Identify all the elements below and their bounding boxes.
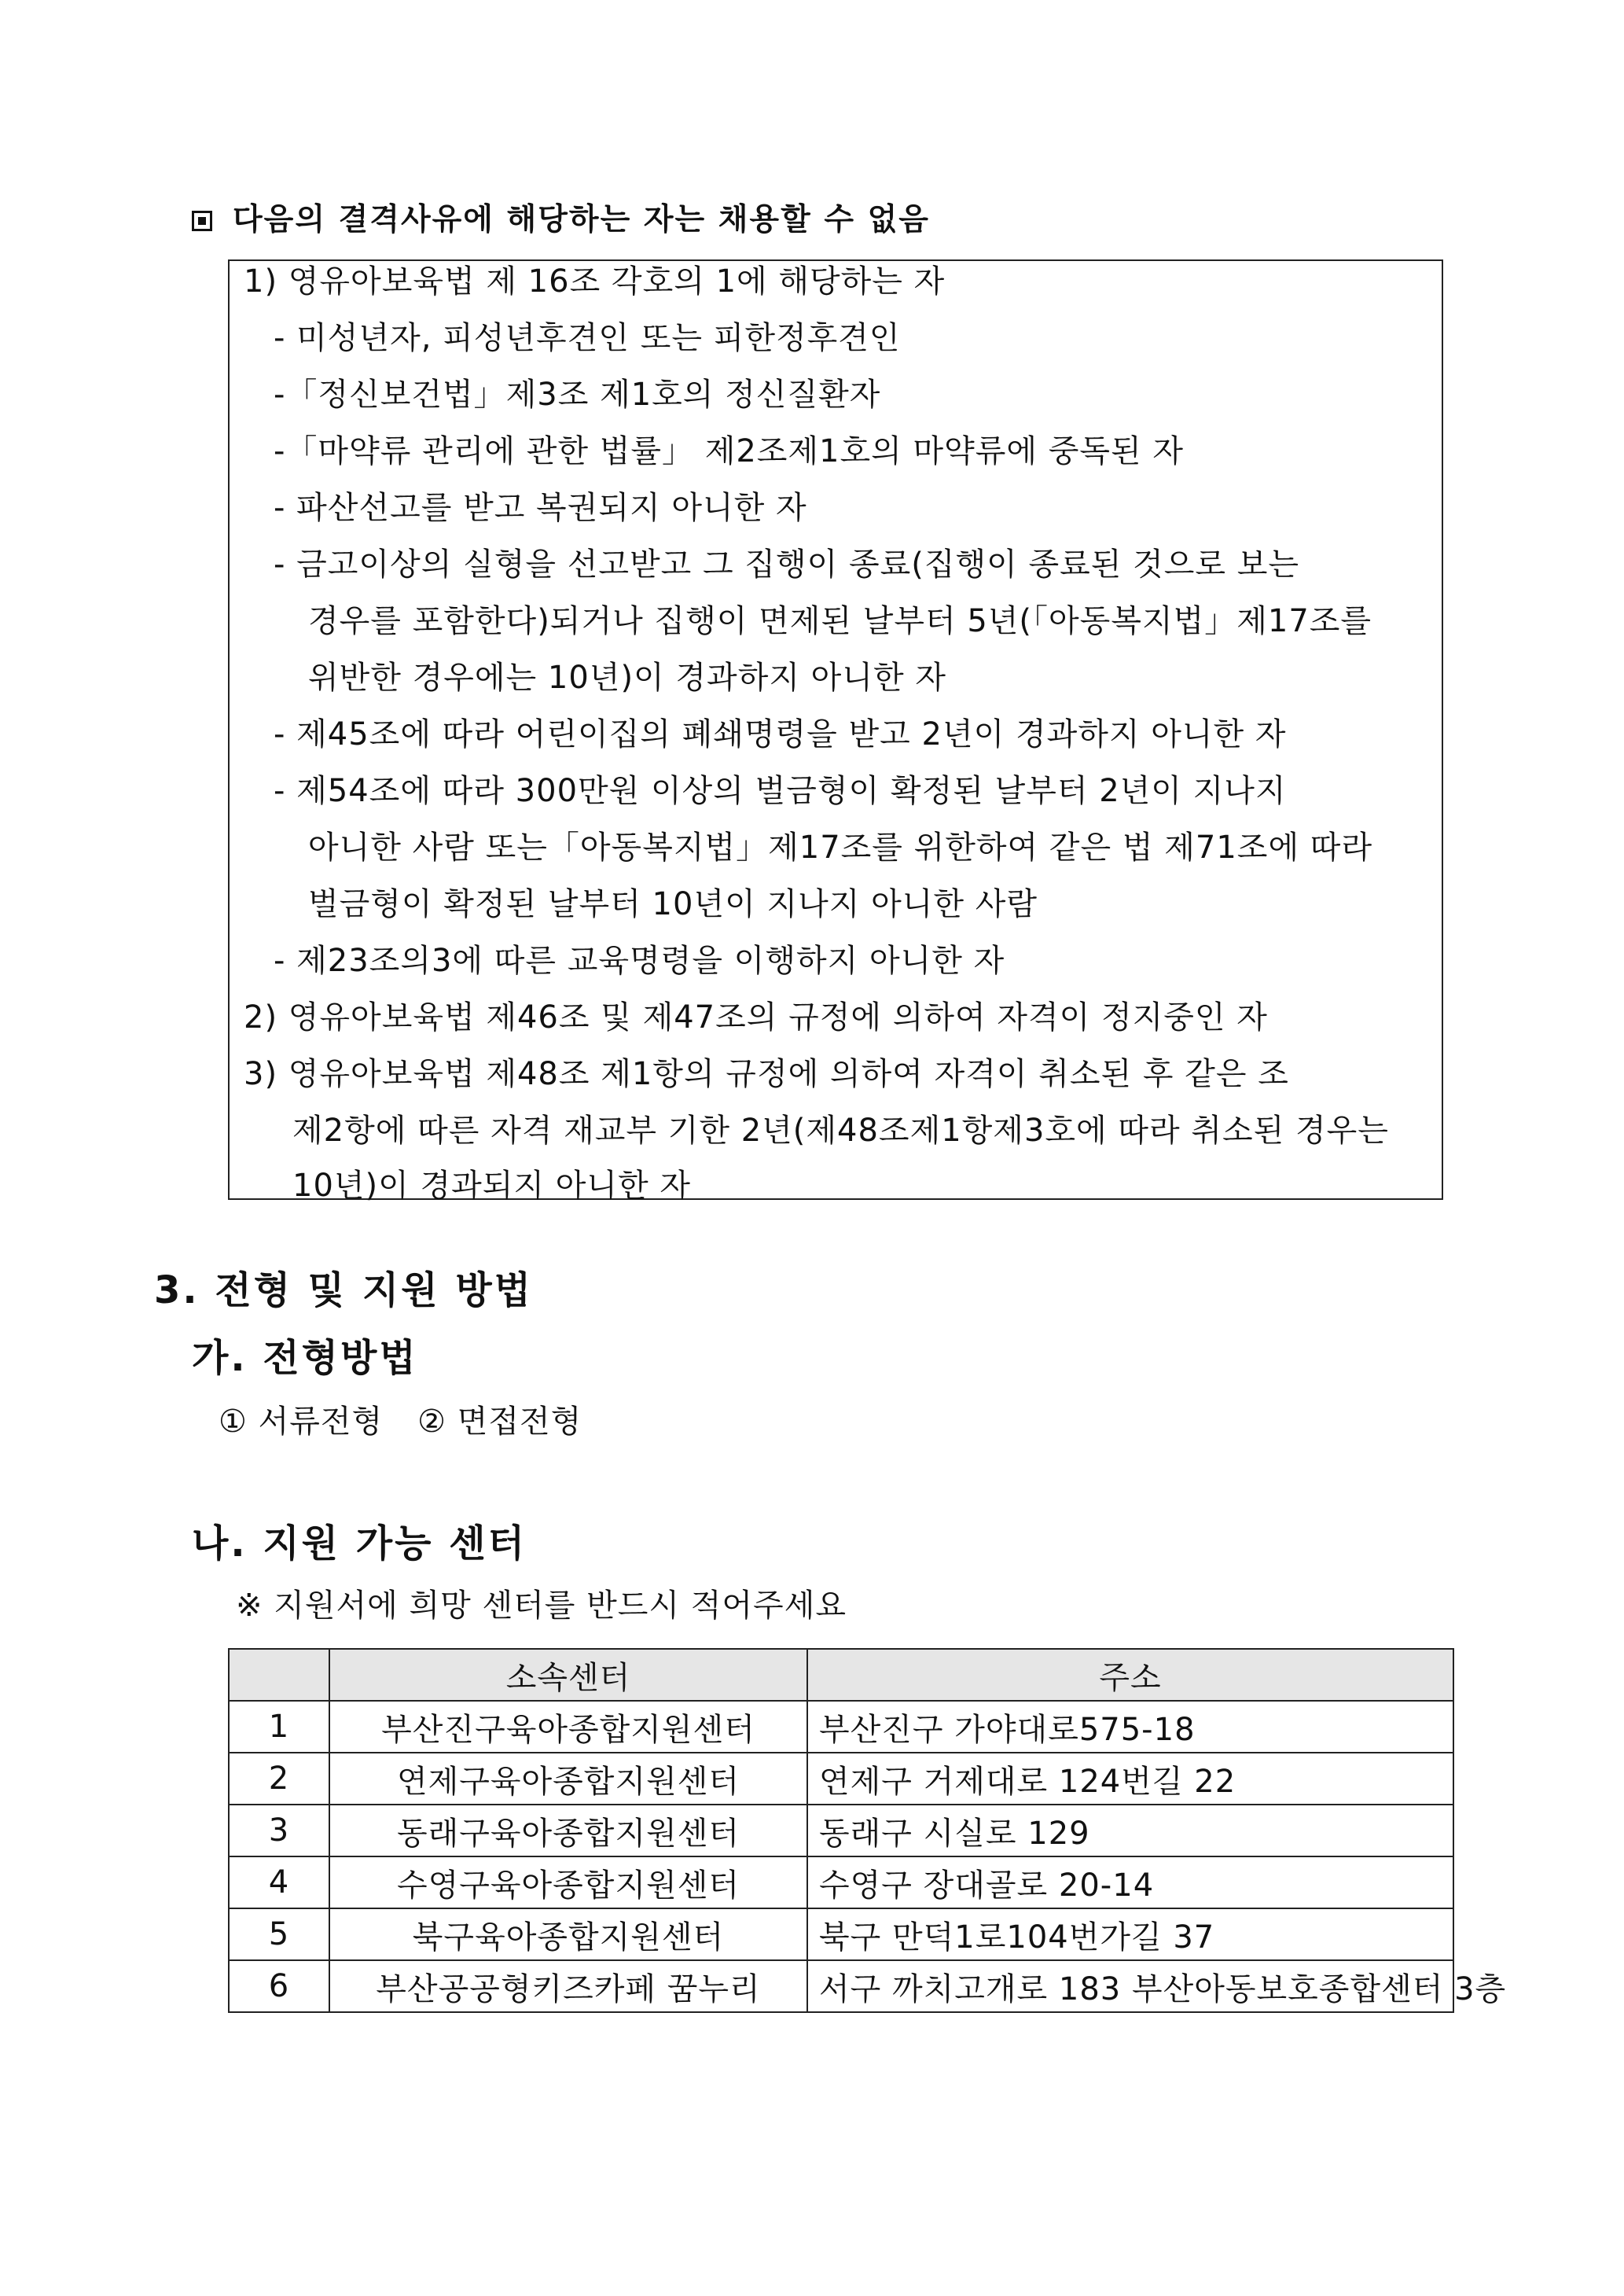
disq-line-10: - 제54조에 따라 300만원 이상의 벌금형이 확정된 날부터 2년이 지나지 [274, 773, 1287, 809]
table-header-row [229, 1649, 1453, 1701]
method-document-screening: ① 서류전형 [219, 1404, 384, 1440]
row-number: 2 [229, 1753, 329, 1805]
section-3-title: 3. 전형 및 지원 방법 [154, 1268, 534, 1312]
disq-line-11: 아니한 사람 또는「아동복지법」제17조를 위한하여 같은 법 제71조에 따라 [308, 830, 1373, 866]
header-center: 소속센터 [329, 1649, 807, 1701]
center-address: 부산진구 가야대로575-18 [807, 1701, 1453, 1753]
row-number: 6 [229, 1960, 329, 2012]
center-address: 연제구 거제대로 124번길 22 [807, 1753, 1453, 1805]
center-name: 북구육아종합지원센터 [329, 1908, 807, 1960]
disq-line-16: 제2항에 따른 자격 재교부 기한 2년(제48조제1항제3호에 따라 취소된 경우는 [292, 1113, 1389, 1149]
row-number: 4 [229, 1856, 329, 1908]
row-number: 5 [229, 1908, 329, 1960]
center-address: 서구 까치고개로 183 부산아동보호종합센터 3층 [807, 1960, 1453, 2012]
disq-line-12: 벌금형이 확정된 날부터 10년이 지나지 아니한 사람 [308, 886, 1038, 922]
disq-line-2: - 미성년자, 피성년후견인 또는 피한정후견인 [274, 320, 901, 356]
centers-table [228, 1648, 1507, 2013]
header-address: 주소 [807, 1649, 1453, 1701]
center-address: 동래구 시실로 129 [807, 1805, 1453, 1856]
center-name: 부산공공형키즈카페 꿈누리 [329, 1960, 807, 2012]
subsection-selection-method-title: 가. 전형방법 [192, 1336, 418, 1380]
disq-line-8: 위반한 경우에는 10년)이 경과하지 아니한 자 [308, 660, 946, 696]
disq-line-3: -「정신보건법」제3조 제1호의 정신질환자 [274, 377, 881, 413]
selection-methods [219, 1396, 582, 1441]
disqualification-heading [192, 195, 930, 239]
header-number [229, 1649, 329, 1701]
square-bullet-icon [192, 211, 212, 231]
disqualification-box [228, 259, 1443, 1204]
disq-line-17: 10년)이 경과되지 아니한 자 [292, 1168, 692, 1204]
disq-line-9: - 제45조에 따라 어린이집의 폐쇄명령을 받고 2년이 경과하지 아니한 자 [274, 716, 1287, 752]
center-address: 북구 만덕1로104번가길 37 [807, 1908, 1453, 1960]
center-name: 동래구육아종합지원센터 [329, 1805, 807, 1856]
centers-note: ※ 지원서에 희망 센터를 반드시 적어주세요 [236, 1588, 847, 1624]
disq-line-6: - 금고이상의 실형을 선고받고 그 집행이 종료(집행이 종료된 것으로 보는 [274, 546, 1300, 583]
table-row [229, 1960, 1453, 2012]
disq-line-4: -「마약류 관리에 관한 법률」 제2조제1호의 마약류에 중독된 자 [274, 433, 1185, 469]
method-interview: ② 면접전형 [417, 1404, 582, 1440]
center-name: 연제구육아종합지원센터 [329, 1753, 807, 1805]
disq-line-15: 3) 영유아보육법 제48조 제1항의 규정에 의하여 자격이 취소된 후 같은 조 [244, 1056, 1289, 1092]
disq-line-5: - 파산선고를 받고 복권되지 아니한 자 [274, 490, 807, 526]
table-row [229, 1701, 1453, 1753]
table-row [229, 1753, 1453, 1805]
center-address: 수영구 장대골로 20-14 [807, 1856, 1453, 1908]
row-number: 1 [229, 1701, 329, 1753]
table-row [229, 1805, 1453, 1856]
disqualification-heading-text: 다음의 결격사유에 해당하는 자는 채용할 수 없음 [233, 202, 930, 237]
table-row [229, 1908, 1453, 1960]
center-name: 수영구육아종합지원센터 [329, 1856, 807, 1908]
table-row [229, 1856, 1453, 1908]
row-number: 3 [229, 1805, 329, 1856]
subsection-available-centers-title: 나. 지원 가능 센터 [192, 1521, 527, 1566]
center-name: 부산진구육아종합지원센터 [329, 1701, 807, 1753]
disq-line-7: 경우를 포함한다)되거나 집행이 면제된 날부터 5년(「아동복지법」제17조를 [308, 603, 1372, 639]
disq-line-1: 1) 영유아보육법 제 16조 각호의 1에 해당하는 자 [244, 263, 946, 300]
disq-line-13: - 제23조의3에 따른 교육명령을 이행하지 아니한 자 [274, 943, 1005, 979]
disq-line-14: 2) 영유아보육법 제46조 및 제47조의 규정에 의하여 자격이 정지중인 자 [244, 999, 1268, 1036]
